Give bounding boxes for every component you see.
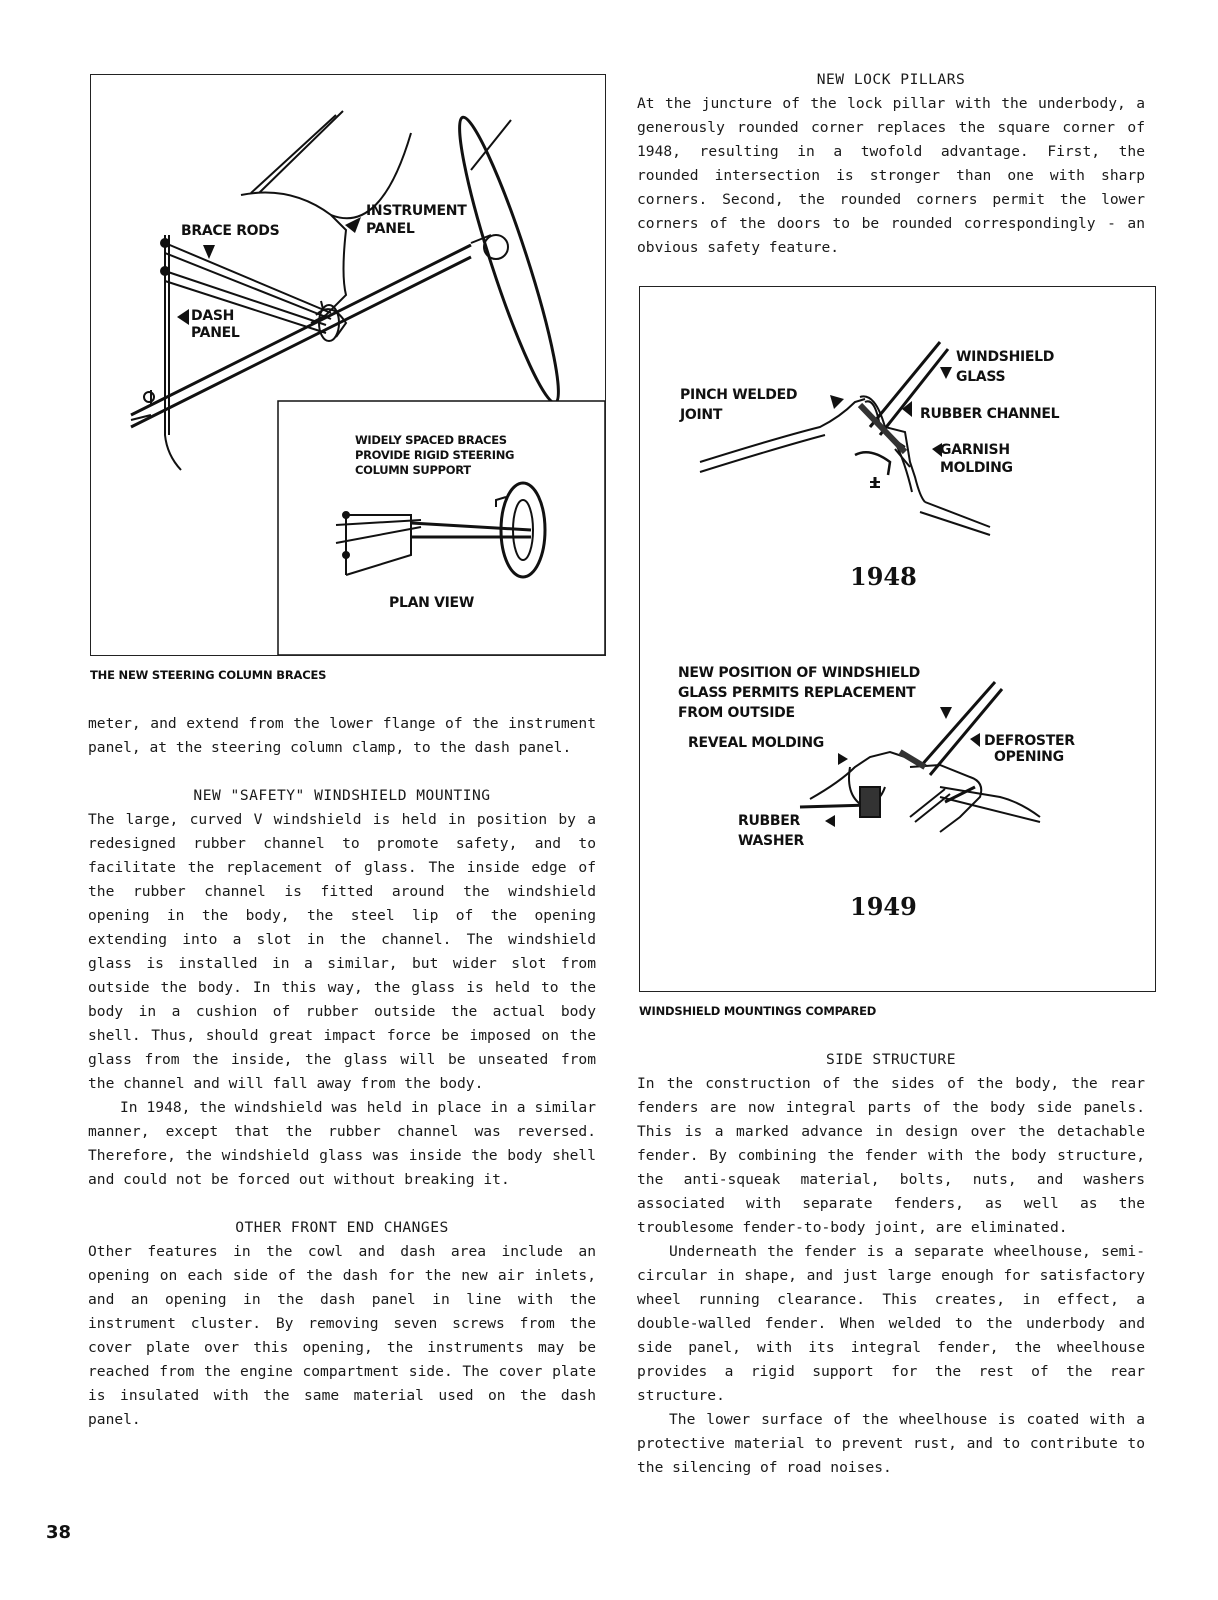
steering-braces-drawing [91,75,605,655]
label-plan-view: PLAN VIEW [389,595,474,611]
label-dash: DASH [191,308,235,324]
heading-safety-windshield: NEW "SAFETY" WINDSHIELD MOUNTING [193,787,491,804]
label-1949-reveal-molding: REVEAL MOLDING [688,735,824,751]
label-1949-new-position-2: GLASS PERMITS REPLACEMENT [678,685,916,701]
heading-front-end-changes: OTHER FRONT END CHANGES [235,1219,449,1236]
label-dash-panel: PANEL [191,325,240,341]
year-1949: 1949 [850,892,917,921]
right-column-bottom-text [637,1048,1145,1480]
label-1948-glass: GLASS [956,369,1006,385]
side-structure-paragraph-2: Underneath the fender is a separate wheelhouse, semi-circular in shape, and just large enough for satisfactory wheel running clearance. This creates, in effect, a double-walled fender. When welded to the underbody and side panel, with its integral fender, the wheelhouse provides a rigid support for the rest of the rear structure. [637,1243,1145,1404]
label-inset-line2: PROVIDE RIGID STEERING [355,448,515,462]
label-inset-line1: WIDELY SPACED BRACES [355,433,507,447]
windshield-figure [639,286,1156,992]
label-1949-washer: WASHER [738,833,804,849]
label-1948-molding: MOLDING [940,460,1013,476]
windshield-caption: WINDSHIELD MOUNTINGS COMPARED [639,1004,877,1018]
front-end-paragraph: Other features in the cowl and dash area include an opening on each side of the dash for the new air inlets, and an opening in the dash panel in line with the instrument cluster. By removing seven screws from the cover plate over this opening, the instruments may be reached from the engine compartment side. The cover plate is insulated with the same material used on the dash panel. [88,1243,596,1428]
label-1948-rubber-channel: RUBBER CHANNEL [920,406,1060,422]
label-1948-garnish: GARNISH [940,442,1010,458]
label-instrument: INSTRUMENT [366,203,467,219]
label-instrument-panel: PANEL [366,221,415,237]
label-brace-rods: BRACE RODS [181,223,280,239]
left-column-text [88,712,596,1432]
label-1949-rubber: RUBBER [738,813,801,829]
label-1949-new-position-3: FROM OUTSIDE [678,705,795,721]
label-1948-pinch-welded: PINCH WELDED [680,387,798,403]
page-number: 38 [46,1522,72,1543]
right-column-top-text [637,68,1145,260]
label-1949-new-position-1: NEW POSITION OF WINDSHIELD [678,665,920,681]
side-structure-paragraph-3: The lower surface of the wheelhouse is coated with a protective material to prevent rust, and to contribute to the silencing of road noises. [637,1411,1145,1476]
safety-paragraph-1: The large, curved V windshield is held in position by a redesigned rubber channel to promote safety, and to facilitate the replacement of glass. The inside edge of the rubber channel is fitted around the windshield opening in the body, the steel lip of the opening extending into a slot in the channel. The windshield glass is installed in a similar, but wider slot from outside the body. In this way, the glass is held to the body in a cushion of rubber outside the actual body shell. Thus, should great impact force be imposed on the glass from the inside, the glass will be unseated from the channel and will fall away from the body. [88,811,596,1092]
label-inset-line3: COLUMN SUPPORT [355,463,471,477]
safety-paragraph-2: In 1948, the windshield was held in place in a similar manner, except that the rubber channel was reversed. Therefore, the windshield glass was inside the body shell and could not be forced out without breaking it. [88,1099,596,1188]
label-1948-joint: JOINT [680,407,723,423]
steering-braces-figure [90,74,606,656]
steering-braces-caption: THE NEW STEERING COLUMN BRACES [90,668,327,682]
side-structure-paragraph-1: In the construction of the sides of the body, the rear fenders are now integral parts of the body side panels. This is a marked advance in design over the detachable fender. By combining the fender with the body structure, the anti-squeak material, bolts, nuts, and washers associated with separate fenders, as well as the troublesome fender-to-body joint, are eliminated. [637,1075,1145,1236]
label-1949-defroster: DEFROSTER [984,733,1075,749]
heading-side-structure: SIDE STRUCTURE [825,1051,956,1068]
label-1948-windshield: WINDSHIELD [956,349,1055,365]
lock-pillars-paragraph: At the juncture of the lock pillar with the underbody, a generously rounded corner replaces the square corner of 1948, resulting in a twofold advantage. First, the rounded intersection is stronger than one with sharp corners. Second, the rounded corners permit the lower corners of the doors to be rounded correspondingly - an obvious safety feature. [637,95,1145,256]
intro-paragraph: meter, and extend from the lower flange of the instrument panel, at the steering column clamp, to the dash panel. [88,715,596,756]
label-1949-opening: OPENING [994,749,1064,765]
year-1948: 1948 [850,562,917,591]
heading-lock-pillars: NEW LOCK PILLARS [816,71,966,88]
